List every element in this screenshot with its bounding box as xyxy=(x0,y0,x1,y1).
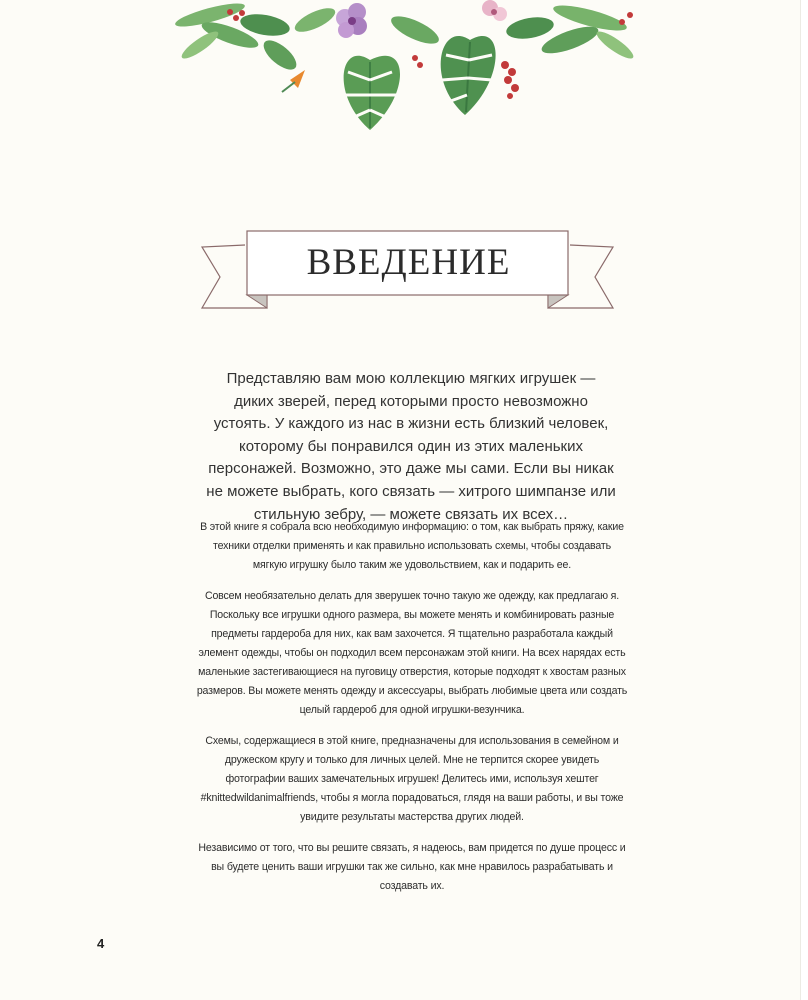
chapter-title: ВВЕДЕНИЕ xyxy=(306,241,511,283)
page-edge xyxy=(800,0,808,1000)
hibiscus-flower xyxy=(336,3,367,38)
body-paragraph: Независимо от того, что вы решите связать, я надеюсь, вам придется по душе процесс и вы будете ценить ваши игрушки так же сильно, как мне нравилось разрабатывать и создавать их. xyxy=(198,842,626,892)
lead-paragraph: Представляю вам мою коллекцию мягких игрушек — диких зверей, перед которыми просто невозможно устоять. У каждого из нас в жизни есть близкий человек, которому бы понравился один из этих маленьких персонажей. Возможно, это даже мы сами. Если вы никак не можете выбрать, кого связать — хитрого шимпанзе или стильную зебру, — можете связать их всех… xyxy=(206,370,616,523)
bird-of-paradise-flower xyxy=(282,70,305,92)
body-paragraph: Совсем необязательно делать для зверушек точно такую же одежду, как предлагаю я. Поскольку все игрушки одного размера, вы можете менять и комбинировать разные предметы гардероба для них, как вам захочется. Я тщательно разработала каждый элемент одежды, чтобы он подходил всем персонажам этой книги. На всех нарядах есть маленькие застегивающиеся на пуговицу отверстия, которые подходят к хвостам разных размеров. Вы можете менять одежду и аксессуары, выбрать любимые цвета или создать целый гардероб для одной игрушки-везунчика. xyxy=(196,590,628,716)
pink-flower xyxy=(482,0,507,21)
body-paragraph: Схемы, содержащиеся в этой книге, предназначены для использования в семейном и дружеском кругу и только для личных целей. Мне не терпится скорее увидеть фотографии ваших замечательных игрушек! Делитесь ими, используя хештег #knittedwildanimalfriends, чтобы я могла порадоваться, глядя на ваши работы, и вы тоже увидите результаты мастерства других людей. xyxy=(200,735,624,823)
tropical-floral-header xyxy=(170,0,650,140)
monstera-leaf-right xyxy=(441,36,496,115)
body-text xyxy=(196,518,628,908)
leaf-cluster-left xyxy=(173,0,301,75)
page-number: 4 xyxy=(97,936,105,951)
monstera-leaf xyxy=(344,56,400,130)
body-paragraph: В этой книге я собрала всю необходимую информацию: о том, как выбрать пряжу, какие техники отделки применять и как правильно использовать схемы, чтобы создавать мягкую игрушку было таким же удовольствием, как и подарить ее. xyxy=(200,521,624,571)
